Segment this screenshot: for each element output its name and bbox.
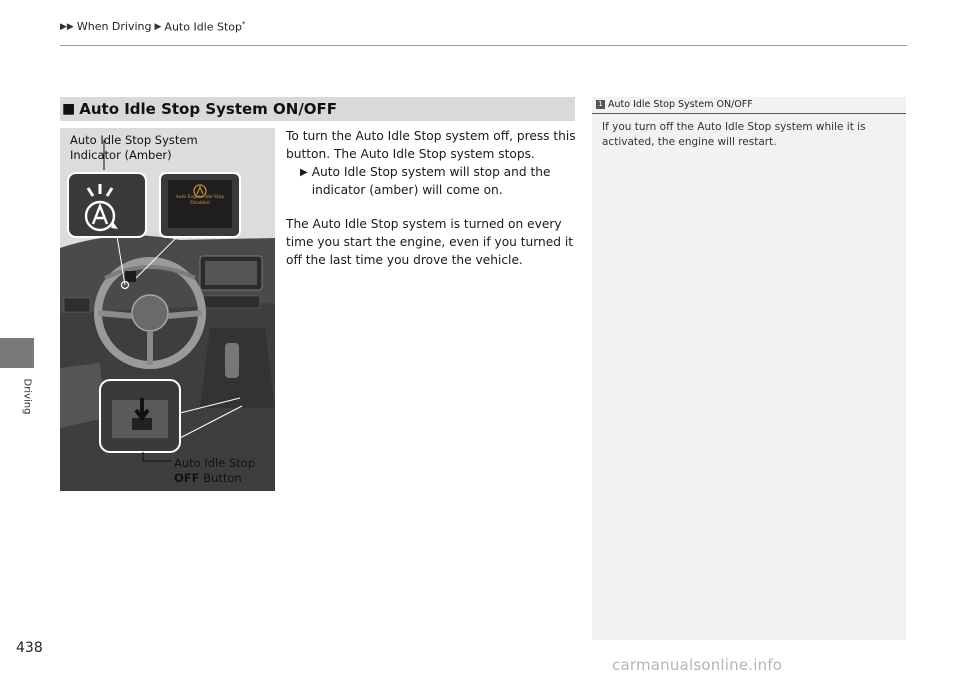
indicator-callout-label: Auto Idle Stop System Indicator (Amber) <box>70 133 198 162</box>
instruction-paragraph-2: The Auto Idle Stop system is turned on every time you start the engine, even if you turned it off the last time you drove the vehicle. <box>286 217 574 267</box>
section-title: Auto Idle Stop System ON/OFF <box>79 100 338 118</box>
note-marker-icon: 1 <box>596 100 605 109</box>
breadcrumb-item-auto-idle-stop[interactable]: Auto Idle Stop* <box>164 20 246 34</box>
dashboard-illustration <box>60 128 275 491</box>
arrow-bullet-icon: ▶ <box>300 167 308 178</box>
side-note-title: Auto Idle Stop System ON/OFF <box>608 99 753 110</box>
chapter-tab <box>0 338 34 368</box>
square-bullet-icon: ■ <box>62 101 76 117</box>
side-note-text: If you turn off the Auto Idle Stop system while it is activated, the engine will restart. <box>602 121 866 148</box>
double-arrow-icon: ▶▶ <box>60 21 74 32</box>
main-instructions <box>286 127 576 269</box>
arrow-icon: ▶ <box>154 21 162 32</box>
page-number: 438 <box>16 640 43 656</box>
side-note-header <box>592 97 906 114</box>
side-note <box>592 97 906 640</box>
display-message: Auto Engine Idle Stop Disabled <box>175 195 225 206</box>
result-bullet: ▶ Auto Idle Stop system will stop and the indicator (amber) will come on. <box>300 165 551 197</box>
breadcrumb <box>60 20 246 34</box>
header-divider <box>60 45 907 46</box>
watermark: carmanualsonline.info <box>612 656 783 674</box>
breadcrumb-item-when-driving[interactable]: When Driving <box>76 20 152 34</box>
instruction-paragraph-1: To turn the Auto Idle Stop system off, press this button. The Auto Idle Stop system stops. <box>286 129 576 161</box>
off-button-callout-label: Auto Idle Stop OFF Button <box>174 456 256 485</box>
section-heading <box>60 97 575 121</box>
chapter-label: Driving <box>21 378 33 415</box>
